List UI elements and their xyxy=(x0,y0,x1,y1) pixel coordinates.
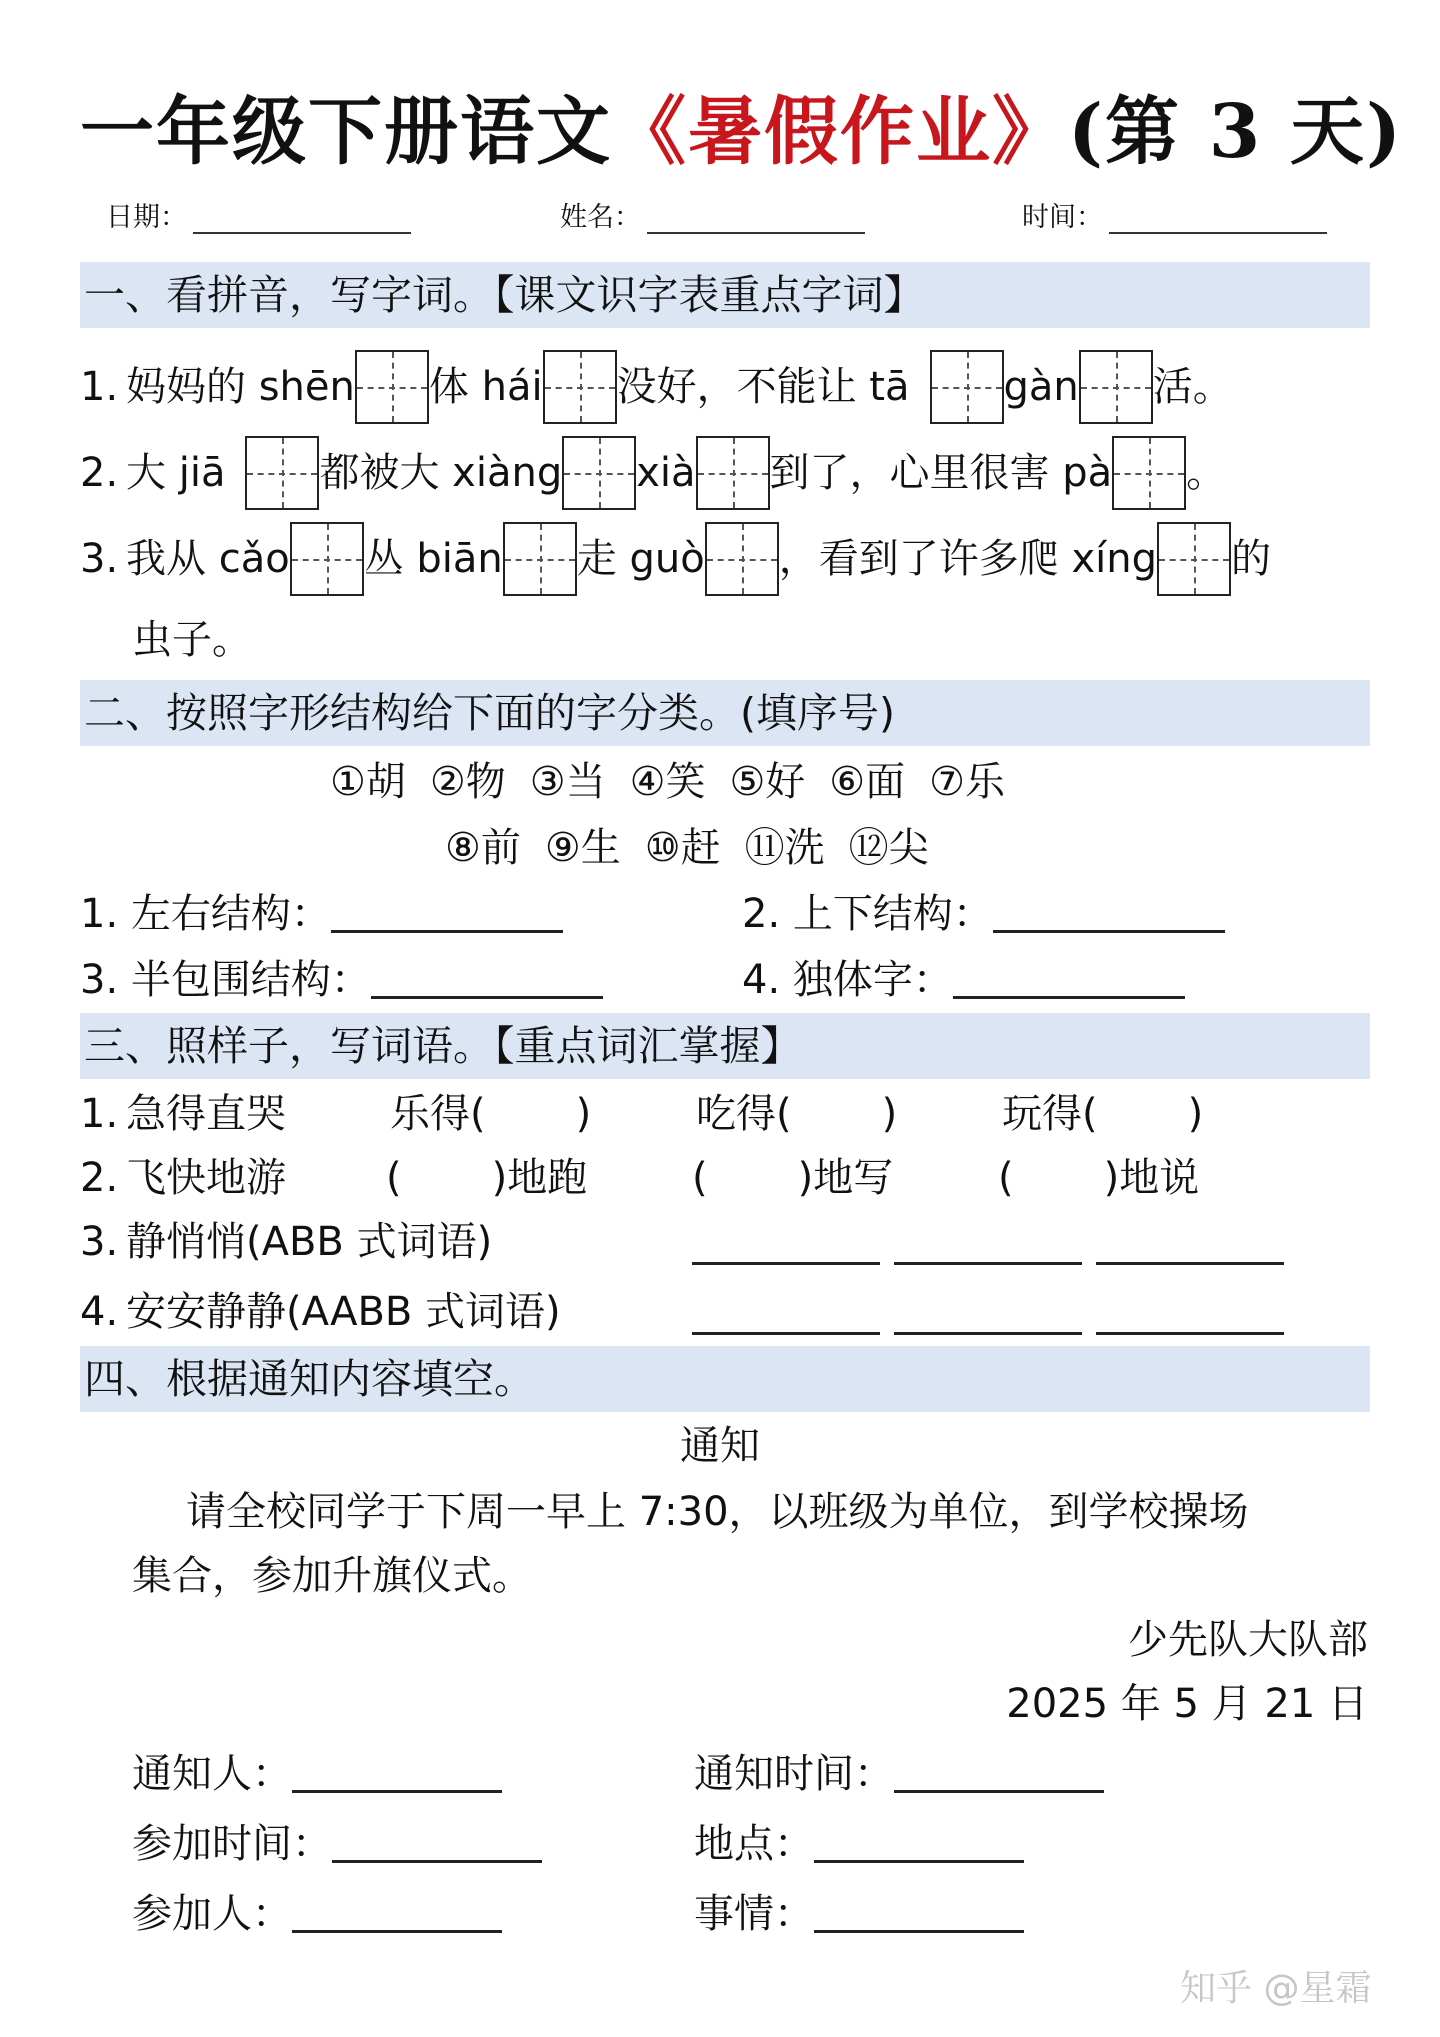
char-box[interactable] xyxy=(1112,436,1186,510)
answer-left-right: 1. 左右结构： xyxy=(80,884,563,944)
field-location: 地点： xyxy=(694,1814,1024,1874)
char-box[interactable] xyxy=(1079,350,1153,424)
s3-row-2-example: 2. 飞快地游 xyxy=(80,1155,286,1201)
char-option: ②物 xyxy=(429,759,506,805)
field-event: 事情： xyxy=(694,1884,1024,1944)
s3-row-2-item-1: ( )地跑 xyxy=(386,1155,588,1201)
time-field: 时间： xyxy=(1022,195,1327,234)
char-option: ④笑 xyxy=(629,759,706,805)
s1-question-3-continued: 虫子。 xyxy=(132,617,252,663)
s1-question-2: 2. 大 jiā 都被大 xiàng xià 到了，心里很害 pà 。 xyxy=(80,436,1226,510)
char-box[interactable] xyxy=(930,350,1004,424)
answer-blank[interactable] xyxy=(1096,1302,1284,1335)
char-option: ⑩赶 xyxy=(644,825,721,871)
char-option: ⑫尖 xyxy=(848,825,929,871)
notice-body-line-1: 请全校同学于下周一早上 7:30，以班级为单位，到学校操场 xyxy=(186,1489,1249,1535)
notice-body-line-2: 集合，参加升旗仪式。 xyxy=(132,1553,532,1599)
s3-row-4: 4. 安安静静(AABB 式词语) xyxy=(80,1289,561,1335)
s3-row-1-item-1: 乐得( ) xyxy=(390,1091,592,1137)
answer-blank[interactable] xyxy=(371,966,603,999)
notice-title: 通知 xyxy=(680,1423,760,1469)
answer-blank[interactable] xyxy=(814,1830,1024,1863)
s3-row-3: 3. 静悄悄(ABB 式词语) xyxy=(80,1219,493,1265)
field-notifier: 通知人： xyxy=(132,1744,502,1804)
s3-row-2-item-3: ( )地说 xyxy=(998,1155,1200,1201)
char-option: ⑥面 xyxy=(829,759,906,805)
answer-blank[interactable] xyxy=(292,1900,502,1933)
answer-blank[interactable] xyxy=(894,1760,1104,1793)
char-box[interactable] xyxy=(355,350,429,424)
page-title: 一年级下册语文《暑假作业》(第 3 天) xyxy=(80,89,1404,175)
name-field: 姓名： xyxy=(560,195,865,234)
answer-blank[interactable] xyxy=(692,1302,880,1335)
answer-blank[interactable] xyxy=(332,1830,542,1863)
s3-row-1-example: 1. 急得直哭 xyxy=(80,1091,286,1137)
answer-half-enclosed: 3. 半包围结构： xyxy=(80,950,603,1010)
char-option: ⑦乐 xyxy=(929,759,1006,805)
name-blank[interactable] xyxy=(647,206,865,234)
section-3-heading: 三、照样子，写词语。【重点词汇掌握】 xyxy=(80,1013,1370,1079)
answer-top-bottom: 2. 上下结构： xyxy=(742,884,1225,944)
notice-date: 2025 年 5 月 21 日 xyxy=(1006,1681,1368,1727)
char-option: ③当 xyxy=(529,759,606,805)
answer-blank[interactable] xyxy=(1096,1232,1284,1265)
char-box[interactable] xyxy=(245,436,319,510)
char-box[interactable] xyxy=(705,522,779,596)
answer-blank[interactable] xyxy=(953,966,1185,999)
answer-blank[interactable] xyxy=(692,1232,880,1265)
char-box[interactable] xyxy=(696,436,770,510)
s3-row-2-item-2: ( )地写 xyxy=(692,1155,894,1201)
section-1-heading: 一、看拼音，写字词。【课文识字表重点字词】 xyxy=(80,262,1370,328)
s1-question-1: 1. 妈妈的 shēn 体 hái 没好，不能让 tā gàn 活。 xyxy=(80,350,1233,424)
answer-single: 4. 独体字： xyxy=(742,950,1185,1010)
char-option: ⑨生 xyxy=(544,825,621,871)
char-box[interactable] xyxy=(290,522,364,596)
notice-signer: 少先队大队部 xyxy=(1128,1617,1368,1663)
char-box[interactable] xyxy=(543,350,617,424)
field-attendees: 参加人： xyxy=(132,1884,502,1944)
s1-question-3: 3. 我从 cǎo 丛 biān 走 guò ，看到了许多爬 xíng 的 xyxy=(80,522,1271,596)
char-option: ⑤好 xyxy=(729,759,806,805)
s3-row-1-item-3: 玩得( ) xyxy=(1002,1091,1204,1137)
section-2-heading: 二、按照字形结构给下面的字分类。(填序号) xyxy=(80,680,1370,746)
char-box[interactable] xyxy=(1157,522,1231,596)
char-option: ⑪洗 xyxy=(744,825,825,871)
watermark: 知乎 @星霜 xyxy=(1180,1968,1372,2009)
char-box[interactable] xyxy=(503,522,577,596)
s3-row-3-blanks xyxy=(692,1232,1284,1265)
char-box[interactable] xyxy=(562,436,636,510)
char-option: ⑧前 xyxy=(445,825,521,871)
answer-blank[interactable] xyxy=(993,900,1225,933)
title-highlight: 《暑假作业》 xyxy=(612,89,1068,175)
section-4-heading: 四、根据通知内容填空。 xyxy=(80,1346,1370,1412)
answer-blank[interactable] xyxy=(894,1302,1082,1335)
s3-row-4-blanks xyxy=(692,1302,1284,1335)
answer-blank[interactable] xyxy=(331,900,563,933)
answer-blank[interactable] xyxy=(814,1900,1024,1933)
field-notice-time: 通知时间： xyxy=(694,1744,1104,1804)
answer-blank[interactable] xyxy=(894,1232,1082,1265)
time-blank[interactable] xyxy=(1109,206,1327,234)
answer-blank[interactable] xyxy=(292,1760,502,1793)
char-list-row-2 xyxy=(445,818,953,878)
char-option: ①胡 xyxy=(330,759,406,805)
date-blank[interactable] xyxy=(193,206,411,234)
date-field: 日期： xyxy=(106,195,411,234)
field-attend-time: 参加时间： xyxy=(132,1814,542,1874)
s3-row-1-item-2: 吃得( ) xyxy=(696,1091,898,1137)
char-list-row-1 xyxy=(330,752,1029,812)
